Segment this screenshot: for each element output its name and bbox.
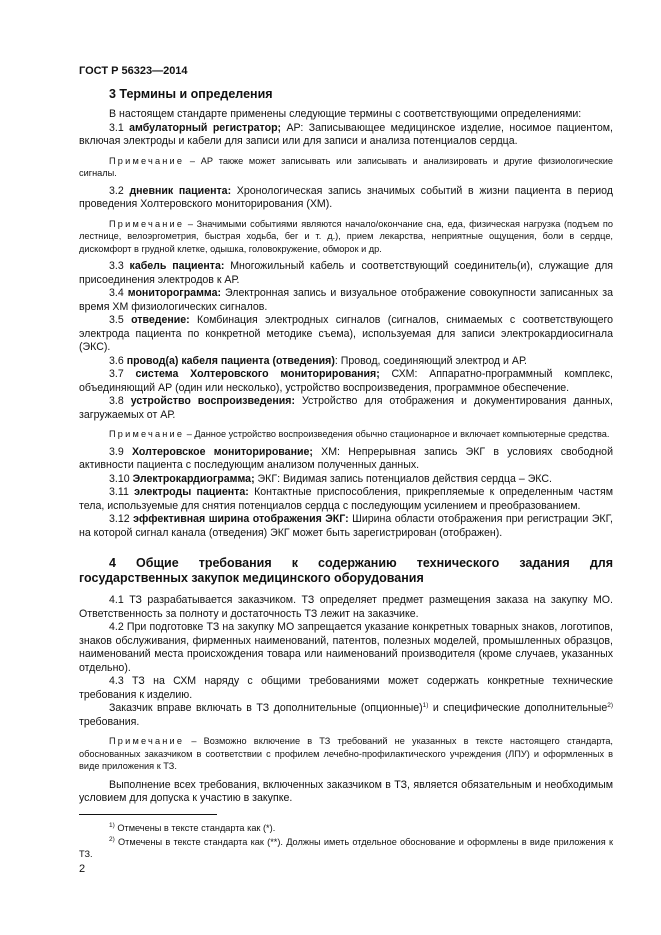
paragraph-4-3-optional: Заказчик вправе включать в ТЗ дополнительные (опционные)$^{1)}$ и специфические дополнительные$^{2)}$ требования. [79, 702, 613, 728]
note-4-3: Примечание – Возможно включение в ТЗ требований не указанных в тексте настоящего стандарта, обоснованных заказчиком в соответствии с профилем лечебно-профилактического учреждения (ЛПУ) и оформленных в виде приложения к ТЗ. [79, 736, 613, 771]
term-title: Холтеровское мониторирование; [131, 445, 313, 458]
footnote-1: $^{1)}$ Отмечены в тексте стандарта как (*). [109, 822, 276, 833]
paragraph-4-2: 4.2 При подготовке ТЗ на закупку МО запрещается указание конкретных товарных знаков, логотипов, знаков обслуживания, фирменных наименований, патентов, полезных моделей, промышленных образцов, наименований места происхождения товара или наименований производителя (кроме случаев, указанных отдельно). [79, 621, 613, 674]
term-3-9: 3.9 Холтеровское мониторирование; ХМ: Непрерывная запись ЭКГ в условиях свободной активности пациента с последующим анализом полученных данных. [79, 445, 613, 471]
section-3-intro: В настоящем стандарте применены следующие термины с соответствующими определениями: [109, 108, 582, 120]
term-3-8: 3.8 устройство воспроизведения: Устройство для отображения и документирования данных, загружаемых от АР. [79, 395, 613, 421]
term-3-1: 3.1 амбулаторный регистратор; АР: Записывающее медицинское изделие, носимое пациентом, включая электроды и кабели для записи или для записи и анализа потенциалов сердца. [79, 121, 613, 147]
footnote-divider [79, 814, 217, 815]
term-3-5: 3.5 отведение: Комбинация электродных сигналов (сигналов, снимаемых с соответствующего электрода пациента по конкретной методике съема), используемая для записи электрокардиосигнала (ЭКС). [79, 314, 613, 353]
section-4-requirements [79, 556, 613, 806]
note-3-1: Примечание – АР также может записывать или записывать и анализировать и другие физиологические сигналы. [79, 155, 613, 178]
note-3-2: Примечание – Значимыми событиями являются начало/окончание сна, еда, физическая нагрузка (подъем по лестнице, велоэргометрия, быстрая ходьба, бег и т. д.), прием лекарства, неприятные ощущения, боли в сердце, дискомфорт в грудной клетке, одышка, головокружение, обморок и др. [79, 218, 613, 254]
term-3-3: 3.3 кабель пациента: Многожильный кабель и соответствующий соединитель(и), служащие для присоединения электродов к АР. [79, 260, 613, 286]
term-3-12: 3.12 эффективная ширина отображения ЭКГ: Ширина области отображения при регистрации ЭКГ, на которой сигнал канала (отведения) ЭКГ может быть зарегистрирован (отображен). [79, 513, 613, 539]
term-title: мониторограмма: [127, 287, 222, 299]
term-title: дневник пациента: [129, 184, 232, 197]
term-3-7: 3.7 система Холтеровского мониторирования; СХМ: Аппаратно-программный комплекс, объединяющий АР (один или несколько), устройство воспроизведения, программное обеспечение. [79, 368, 613, 394]
term-title: отведение: [131, 314, 190, 326]
note-3-8: Примечание – Данное устройство воспроизведения обычно стационарное и включает компьютерные средства. [109, 429, 610, 439]
term-title: устройство воспроизведения: [130, 395, 295, 407]
section-3-heading: 3 Термины и определения [109, 87, 273, 101]
term-3-11: 3.11 электроды пациента: Контактные приспособления, прикрепляемые к определенным частям тела, используемые для снятия потенциалов сердца с последующим усилением и преобразованием. [79, 486, 613, 512]
term-3-2: 3.2 дневник пациента: Хронологическая запись значимых событий в жизни пациента в период проведения Холтеровского мониторирования (ХМ). [79, 184, 613, 210]
footnote-2: $^{2)}$ Отмечены в тексте стандарта как (**). Должны иметь отдельное обоснование и оформлены в виде приложения к ТЗ. [79, 836, 613, 859]
term-title: электроды пациента: [134, 486, 249, 498]
section-3-terms [79, 87, 613, 540]
term-title: кабель пациента: [129, 260, 225, 272]
term-3-10: 3.10 Электрокардиограмма; ЭКГ: Видимая запись потенциалов действия сердца – ЭКС. [109, 472, 552, 485]
page-number: 2 [79, 863, 86, 875]
paragraph-4-3: 4.3 ТЗ на СХМ наряду с общими требованиями может содержать конкретные технические требования к изделию. [79, 675, 613, 701]
footnote-ref-1: 1) [422, 702, 429, 709]
standard-header: ГОСТ Р 56323—2014 [79, 65, 188, 77]
term-title: амбулаторный регистратор; [129, 121, 282, 134]
paragraph-4-final: Выполнение всех требования, включенных заказчиком в ТЗ, является обязательным и необходимым условием для допуска к участию в закупке. [79, 778, 613, 804]
term-3-6: 3.6 провод(а) кабеля пациента (отведения): Провод, соединяющий электрод и АР. [109, 354, 527, 367]
paragraph-4-1: 4.1 ТЗ разрабатывается заказчиком. ТЗ определяет предмет размещения заказа на закупку МО. Ответственность за полноту и достаточность ТЗ лежит на заказчике. [79, 594, 613, 620]
term-title: система Холтеровского мониторирования; [135, 368, 380, 380]
term-3-4: 3.4 мониторограмма: Электронная запись и визуальное отображение совокупности записанных за время ХМ физиологических сигналов. [79, 287, 613, 313]
term-title: Электрокардиограмма; [132, 472, 255, 485]
term-title: провод(а) кабеля пациента (отведения) [126, 354, 335, 367]
footnote-ref-2: 2) [607, 702, 613, 709]
section-4-heading: 4 Общие требования к содержанию технического задания для государственных закупок медицинского оборудования [79, 556, 613, 585]
term-title: эффективная ширина отображения ЭКГ: [133, 513, 349, 525]
